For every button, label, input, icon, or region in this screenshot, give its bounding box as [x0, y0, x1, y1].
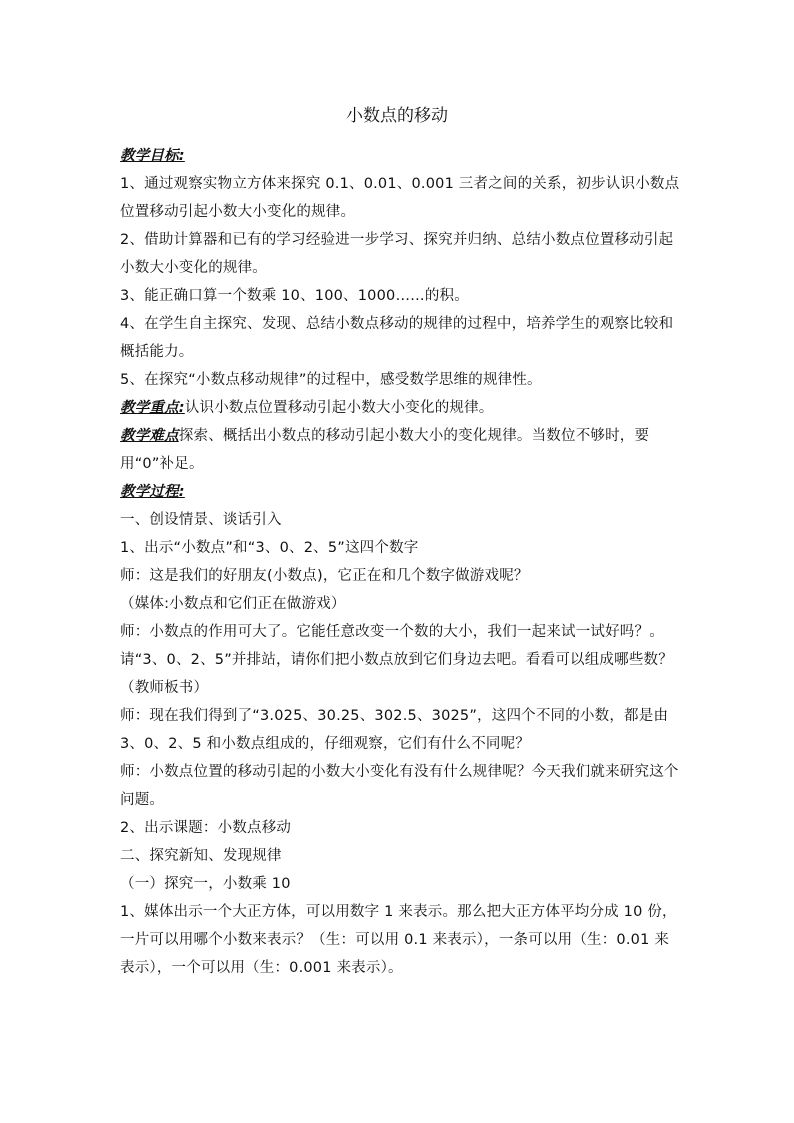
document-body: [120, 142, 680, 982]
process-item-3: 师：这是我们的好朋友(小数点)，它正在和几个数字做游戏呢？: [120, 568, 529, 584]
difficulty-line: [120, 422, 680, 478]
process-item-9: 二、探究新知、发现规律: [120, 848, 282, 864]
key-point-label: 教学重点:: [120, 400, 185, 416]
page-title: 小数点的移动: [346, 106, 448, 126]
key-point-line: [120, 394, 680, 422]
process-item-1: 一、创设情景、谈话引入: [120, 512, 282, 528]
key-point-text: 认识小数点位置移动引起小数大小变化的规律。: [184, 400, 494, 416]
objectives-label: 教学目标:: [120, 148, 185, 164]
process-item-6: 师：现在我们得到了“3.025、30.25、302.5、3025”，这四个不同的小数，都是由 3、0、2、5 和小数点组成的，仔细观察，它们有什么不同呢？: [120, 708, 669, 752]
objective-item-1: 1、通过观察实物立方体来探究 0.1、0.01、0.001 三者之间的关系，初步认识小数点位置移动引起小数大小变化的规律。: [120, 176, 680, 220]
objective-item-5: 5、在探究“小数点移动规律”的过程中，感受数学思维的规律性。: [120, 372, 542, 388]
process-item-8: 2、出示课题：小数点移动: [120, 820, 292, 836]
process-item-4: （媒体:小数点和它们正在做游戏）: [120, 596, 346, 612]
process-heading: [120, 478, 680, 506]
process-label: 教学过程:: [120, 484, 185, 500]
difficulty-text: 探索、概括出小数点的移动引起小数大小的变化规律。当数位不够时，要用“0”补足。: [120, 428, 650, 472]
process-item-11: 1、媒体出示一个大正方体，可以用数字 1 来表示。那么把大正方体平均分成 10 份，一片可以用哪个小数来表示？（生：可以用 0.1 来表示），一条可以用（生：0.01 来表示），一个可以用（生：0.001 来表示）。: [120, 904, 677, 976]
objective-item-2: 2、借助计算器和已有的学习经验进一步学习、探究并归纳、总结小数点位置移动引起小数大小变化的规律。: [120, 232, 674, 276]
process-item-2: 1、出示“小数点”和“3、0、2、5”这四个数字: [120, 540, 419, 556]
objective-item-4: 4、在学生自主探究、发现、总结小数点移动的规律的过程中，培养学生的观察比较和概括能力。: [120, 316, 674, 360]
objective-item-3: 3、能正确口算一个数乘 10、100、1000……的积。: [120, 288, 469, 304]
process-item-5: 师：小数点的作用可大了。它能任意改变一个数的大小，我们一起来试一试好吗？。请“3、0、2、5”并排站，请你们把小数点放到它们身边去吧。看看可以组成哪些数？（教师板书）: [120, 624, 673, 696]
process-item-10: （一）探究一，小数乘 10: [120, 876, 291, 892]
objectives-heading: [120, 142, 680, 170]
difficulty-label: 教学难点: [120, 428, 179, 444]
process-item-7: 师：小数点位置的移动引起的小数大小变化有没有什么规律呢？今天我们就来研究这个问题。: [120, 764, 679, 808]
